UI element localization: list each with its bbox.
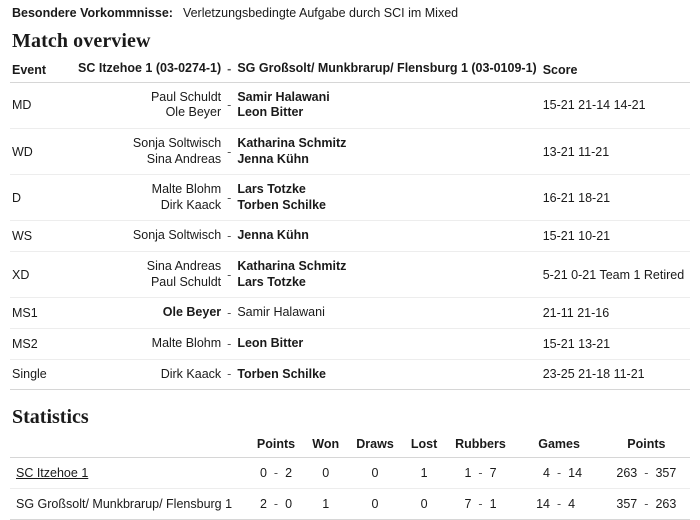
header-dash: -: [227, 61, 232, 76]
stats-points-total-separator: -: [644, 497, 649, 512]
stats-points-pair: [257, 466, 295, 480]
pairing-dash: -: [227, 367, 232, 382]
stats-rubbers-pair: [461, 497, 499, 511]
stats-team-cell[interactable]: [10, 458, 248, 489]
special-incidents-line: [10, 4, 690, 26]
stats-draws: 0: [347, 489, 402, 520]
match-event-cell: MS1: [10, 298, 51, 329]
away-player-name: Samir Halawani: [237, 89, 330, 104]
stats-rubbers-left: 1: [464, 466, 472, 481]
home-players: [53, 90, 221, 121]
stats-header-games: Games: [515, 435, 602, 458]
team-link[interactable]: SC Itzehoe 1: [16, 466, 89, 481]
match-players-cell: [51, 252, 541, 298]
home-players: [53, 336, 221, 352]
player-pairing: [53, 228, 537, 244]
stats-points-separator: -: [273, 466, 279, 481]
home-player-name: Ole Beyer: [165, 105, 222, 120]
special-incidents-value: Verletzungsbedingte Aufgabe durch SCI im Mixed: [182, 6, 459, 20]
home-player-name: Ole Beyer: [162, 305, 222, 320]
away-players: [237, 136, 536, 167]
stats-rubbers-right: 1: [489, 497, 497, 512]
stats-points-left: 0: [259, 466, 267, 481]
table-row: [10, 252, 690, 298]
stats-points-pair: [257, 497, 295, 511]
pairing-dash: -: [227, 336, 232, 351]
stats-points-left: 2: [259, 497, 267, 512]
match-event-cell: D: [10, 175, 51, 221]
player-pairing: [53, 136, 537, 167]
stats-games: [515, 489, 602, 520]
match-players-cell: [51, 298, 541, 329]
stats-won: 0: [304, 458, 347, 489]
stats-header-won: Won: [304, 435, 347, 458]
stats-points-total-right: 357: [655, 466, 677, 481]
player-pairing: [53, 305, 537, 321]
away-players: [237, 367, 536, 383]
header-away-team-name: SG Großsolt/ Munkbrarup/ Flensburg 1 (03-0109-1): [237, 61, 537, 75]
match-event-cell: WS: [10, 221, 51, 252]
stats-games-left: 14: [536, 497, 550, 512]
away-players: [237, 336, 536, 352]
match-event-cell: XD: [10, 252, 51, 298]
stats-rubbers-right: 7: [489, 466, 497, 481]
match-score-cell: 23-25 21-18 11-21: [541, 359, 690, 390]
stats-games-separator: -: [557, 497, 562, 512]
stats-games-pair: [526, 466, 592, 480]
home-players: [53, 182, 221, 213]
stats-points-total-pair: [613, 466, 679, 480]
home-player-name: Sina Andreas: [146, 259, 222, 273]
stats-lost: 1: [403, 458, 446, 489]
home-players: [53, 259, 221, 290]
away-player-name: Leon Bitter: [237, 335, 304, 350]
away-players: [237, 90, 536, 121]
stats-rubbers-separator: -: [478, 466, 483, 481]
stats-points-total-left: 357: [616, 497, 638, 512]
home-player-name: Malte Blohm: [151, 335, 222, 350]
match-overview-header: [10, 59, 690, 82]
stats-header-draws: Draws: [347, 435, 402, 458]
home-players: [53, 367, 221, 383]
match-score-cell: 5-21 0-21 Team 1 Retired: [541, 252, 690, 298]
header-team-pairing: [53, 61, 537, 77]
header-score: Score: [541, 59, 690, 82]
away-players: [237, 182, 536, 213]
table-header-row: [10, 59, 690, 82]
stats-points-total: [603, 489, 690, 520]
header-teams: [51, 59, 541, 82]
stats-games-right: 4: [568, 497, 576, 512]
match-score-cell: 21-11 21-16: [541, 298, 690, 329]
match-event-cell: WD: [10, 128, 51, 174]
away-player-name: Jenna Kühn: [237, 228, 309, 243]
stats-points: [248, 458, 304, 489]
player-pairing: [53, 90, 537, 121]
away-player-name: Torben Schilke: [237, 197, 327, 212]
home-player-name: Dirk Kaack: [160, 366, 222, 381]
team-name: SG Großsolt/ Munkbrarup/ Flensburg 1: [16, 497, 233, 512]
away-player-name: Samir Halawani: [237, 305, 325, 320]
away-player-name: Katharina Schmitz: [237, 259, 347, 273]
stats-header-team: [10, 435, 248, 458]
stats-won: 1: [304, 489, 347, 520]
home-player-name: Dirk Kaack: [160, 197, 222, 212]
match-players-cell: [51, 82, 541, 128]
table-row: [10, 175, 690, 221]
home-players: [53, 228, 221, 244]
home-player-name: Sonja Soltwisch: [132, 228, 222, 243]
away-player-name: Lars Totzke: [237, 182, 306, 197]
stats-header-lost: Lost: [403, 435, 446, 458]
away-players: [237, 305, 536, 321]
statistics-table: [10, 435, 690, 520]
stats-games-separator: -: [557, 466, 562, 481]
stats-points-total-pair: [613, 497, 679, 511]
player-pairing: [53, 367, 537, 383]
stats-draws: 0: [347, 458, 402, 489]
statistics-header-row: [10, 435, 690, 458]
stats-points-total-separator: -: [644, 466, 649, 481]
match-event-cell: MS2: [10, 328, 51, 359]
table-row: [10, 458, 690, 489]
stats-rubbers: [446, 458, 516, 489]
stats-rubbers: [446, 489, 516, 520]
away-player-name: Katharina Schmitz: [237, 135, 347, 150]
pairing-dash: -: [227, 267, 232, 282]
player-pairing: [53, 336, 537, 352]
pairing-dash: -: [227, 190, 232, 205]
pairing-dash: -: [227, 98, 232, 113]
stats-points-separator: -: [273, 497, 279, 512]
match-players-cell: [51, 328, 541, 359]
match-players-cell: [51, 221, 541, 252]
stats-lost: 0: [403, 489, 446, 520]
table-row: [10, 359, 690, 390]
away-player-name: Leon Bitter: [237, 105, 304, 120]
home-players: [53, 305, 221, 321]
header-away-team: [237, 61, 536, 77]
stats-header-points-total: Points: [603, 435, 690, 458]
table-row: [10, 82, 690, 128]
table-row: [10, 221, 690, 252]
table-row: [10, 489, 690, 520]
stats-header-points: Points: [248, 435, 304, 458]
player-pairing: [53, 182, 537, 213]
pairing-dash: -: [227, 144, 232, 159]
home-player-name: Sina Andreas: [146, 151, 222, 166]
match-overview-body: [10, 82, 690, 390]
stats-points-right: 2: [285, 466, 293, 481]
away-player-name: Torben Schilke: [237, 366, 327, 381]
header-home-team: [53, 61, 221, 77]
home-player-name: Malte Blohm: [151, 182, 222, 197]
match-score-cell: 15-21 21-14 14-21: [541, 82, 690, 128]
match-event-cell: MD: [10, 82, 51, 128]
away-players: [237, 259, 536, 290]
match-score-cell: 13-21 11-21: [541, 128, 690, 174]
pairing-dash: -: [227, 306, 232, 321]
stats-header-rubbers: Rubbers: [446, 435, 516, 458]
stats-games-left: 4: [543, 466, 550, 481]
home-players: [53, 136, 221, 167]
match-event-cell: Single: [10, 359, 51, 390]
match-players-cell: [51, 359, 541, 390]
stats-points-total-left: 263: [616, 466, 638, 481]
statistics-body: [10, 458, 690, 520]
stats-rubbers-left: 7: [464, 497, 472, 512]
home-player-name: Paul Schuldt: [150, 89, 222, 104]
away-player-name: Jenna Kühn: [237, 151, 309, 166]
stats-games: [515, 458, 602, 489]
player-pairing: [53, 259, 537, 290]
stats-games-right: 14: [568, 466, 583, 481]
match-players-cell: [51, 175, 541, 221]
stats-rubbers-separator: -: [478, 497, 483, 512]
stats-points: [248, 489, 304, 520]
table-row: [10, 128, 690, 174]
header-event: Event: [10, 59, 51, 82]
match-overview-table: [10, 59, 690, 390]
special-incidents-label: Besondere Vorkommnisse:: [12, 6, 173, 20]
statistics-header: [10, 435, 690, 458]
table-row: [10, 328, 690, 359]
match-score-cell: 15-21 13-21: [541, 328, 690, 359]
match-players-cell: [51, 128, 541, 174]
stats-points-total: [603, 458, 690, 489]
match-score-cell: 15-21 10-21: [541, 221, 690, 252]
away-player-name: Lars Totzke: [237, 274, 306, 289]
header-home-team-name: SC Itzehoe 1 (03-0274-1): [78, 61, 222, 75]
stats-games-pair: [526, 497, 592, 511]
home-player-name: Sonja Soltwisch: [132, 135, 222, 150]
stats-points-right: 0: [285, 497, 293, 512]
home-player-name: Paul Schuldt: [150, 274, 222, 289]
stats-rubbers-pair: [461, 466, 499, 480]
pairing-dash: -: [227, 229, 232, 244]
match-score-cell: 16-21 18-21: [541, 175, 690, 221]
stats-points-total-right: 263: [655, 497, 677, 512]
table-row: [10, 298, 690, 329]
away-players: [237, 228, 536, 244]
match-overview-title: Match overview: [12, 30, 151, 52]
stats-team-cell: [10, 489, 248, 520]
statistics-title: Statistics: [12, 406, 89, 429]
